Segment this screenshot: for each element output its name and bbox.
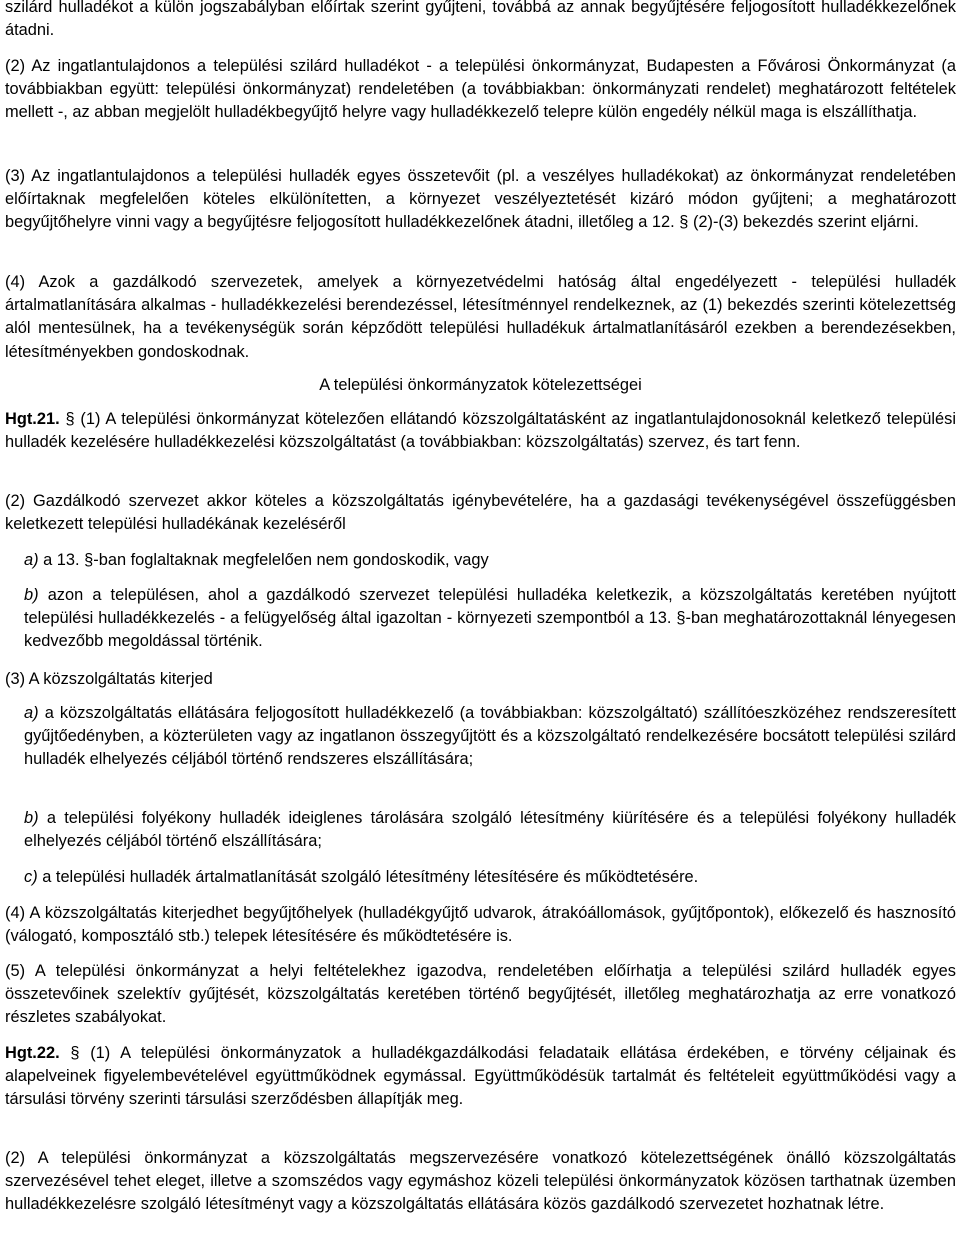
hgt-22-text: § (1) A települési önkormányzatok a hulladékgazdálkodási feladataik ellátása érdekében, e törvény céljainak és alapelveinek figyelembevételével együttműködnek egymással. Együttműködésük tartalmát és feltételeit együttműködési vagy a társulási törvény szerinti társulási szerződésben állapítják meg. <box>5 1044 956 1109</box>
hgt-21-text: § (1) A települési önkormányzat kötelezően ellátandó közszolgáltatásként az ingatlantulajdonosoknál keletkező települési hulladék kezelésére hulladékkezelési közszolgáltatást (a továbbiakban: közszolgáltatás) szervez, és tart fenn. <box>5 410 956 452</box>
list-label: a) <box>24 551 39 569</box>
hgt-21-label: Hgt.21. <box>5 410 60 428</box>
hgt-22-label: Hgt.22. <box>5 1044 60 1062</box>
list-text: a 13. §-ban foglaltaknak megfelelően nem gondoskodik, vagy <box>43 551 489 569</box>
list-item-21-2-a <box>24 549 956 572</box>
list-text: azon a településen, ahol a gazdálkodó szervezet települési hulladéka keletkezik, a közszolgáltatás keretében nyújtott települési hulladékkezelés - a felügyelőség által igazoltan - környezeti szempontból a 13. §-ban meghatározottaknál lényegesen kedvezőbb megoldással történik. <box>24 586 956 651</box>
paragraph-21-3: (3) A közszolgáltatás kiterjed <box>5 670 213 688</box>
list-item-21-2-b <box>24 584 956 654</box>
list-label: b) <box>24 586 39 604</box>
paragraph-20-3: (3) Az ingatlantulajdonos a települési hulladék egyes összetevőit (pl. a veszélyes hulladékokat) az önkormányzat rendeletében előírtaknak megfelelően köteles elkülönítetten, a környezet veszélyeztetését kizáró módon gyűjteni; a meghatározott begyűjtőhelyre vinni vagy a begyűjtésre feljogosított hulladékkezelőnek átadni, illetőleg a 12. § (2)-(3) bekezdés szerint eljárni. <box>5 167 956 232</box>
section-heading: A települési önkormányzatok kötelezettségei <box>319 376 642 394</box>
paragraph-continuation: szilárd hulladékot a külön jogszabályban előírtak szerint gyűjteni, továbbá az annak begyűjtésére feljogosított hulladékkezelőnek átadni. <box>5 0 956 40</box>
list-text: a közszolgáltatás ellátására feljogosított hulladékkezelő (a továbbiakban: közszolgáltató) szállítóeszközéhez rendszeresített gyűjtőedényben, a közterületen vagy az ingatlanon összegyűjtött és a közszolgáltató rendelkezésére bocsátott települési szilárd hulladék elhelyezés céljából történő rendszeres elszállítására; <box>24 704 957 769</box>
paragraph-22-2: (2) A települési önkormányzat a közszolgáltatás megszervezésére vonatkozó kötelezettségének önálló közszolgáltatás szervezésével tehet eleget, illetve a szomszédos vagy egymáshoz közeli települési önkormányzatok közösen tarthatnak üzemben hulladékkezelésre szolgáló létesítményt vagy a közszolgáltatás ellátására közös gazdálkodó szervezetet hozhatnak létre. <box>5 1149 956 1214</box>
hgt-21-paragraph <box>5 408 956 454</box>
paragraph-20-4: (4) Azok a gazdálkodó szervezetek, amelyek a környezetvédelmi hatóság által engedélyezett - települési hulladék ártalmatlanítására alkalmas - hulladékkezelési berendezéssel, létesítménnyel rendelkeznek, az (1) bekezdés szerinti kötelezettség alól mentesülnek, ha a tevékenységük során képződött települési hulladékuk ártalmatlanításáról ezekben a berendezésekben, létesítményekben gondoskodnak. <box>5 273 956 361</box>
list-item-21-3-a <box>24 702 956 772</box>
list-text: a települési folyékony hulladék ideiglenes tárolására szolgáló létesítmény kiürítésére és a települési folyékony hulladék elhelyezés céljából történő elszállítására; <box>24 809 956 851</box>
list-label: c) <box>24 868 38 886</box>
list-label: b) <box>24 809 39 827</box>
paragraph-21-2: (2) Gazdálkodó szervezet akkor köteles a közszolgáltatás igénybevételére, ha a gazdasági tevékenységével összefüggésben keletkezett települési hulladékának kezeléséről <box>5 492 956 534</box>
paragraph-21-5: (5) A települési önkormányzat a helyi feltételekhez igazodva, rendeletében előírhatja a települési szilárd hulladék egyes összetevőinek szelektív gyűjtését, közszolgáltatás keretében történő begyűjtését, illetőleg meghatározhatja az erre vonatkozó részletes szabályokat. <box>5 962 956 1027</box>
list-item-21-3-b <box>24 807 956 853</box>
paragraph-20-2: (2) Az ingatlantulajdonos a települési szilárd hulladékot - a települési önkormányzat, Budapesten a Fővárosi Önkormányzat (a továbbiakban együtt: települési önkormányzat) rendeletében (a továbbiakban: önkormányzati rendelet) meghatározott feltételek mellett -, az abban megjelölt hulladékbegyűjtő helyre vagy hulladékkezelő telepre külön engedély nélkül maga is elszállíthatja. <box>5 57 956 122</box>
hgt-22-paragraph <box>5 1042 956 1112</box>
list-text: a települési hulladék ártalmatlanítását szolgáló létesítmény létesítésére és működtetésére. <box>42 868 699 886</box>
list-item-21-3-c <box>24 866 956 889</box>
paragraph-21-4: (4) A közszolgáltatás kiterjedhet begyűjtőhelyek (hulladékgyűjtő udvarok, átrakóállomások, gyűjtőpontok), előkezelő és hasznosító (válogató, komposztáló stb.) telepek létesítésére és működtetésére is. <box>5 904 956 946</box>
list-label: a) <box>24 704 39 722</box>
